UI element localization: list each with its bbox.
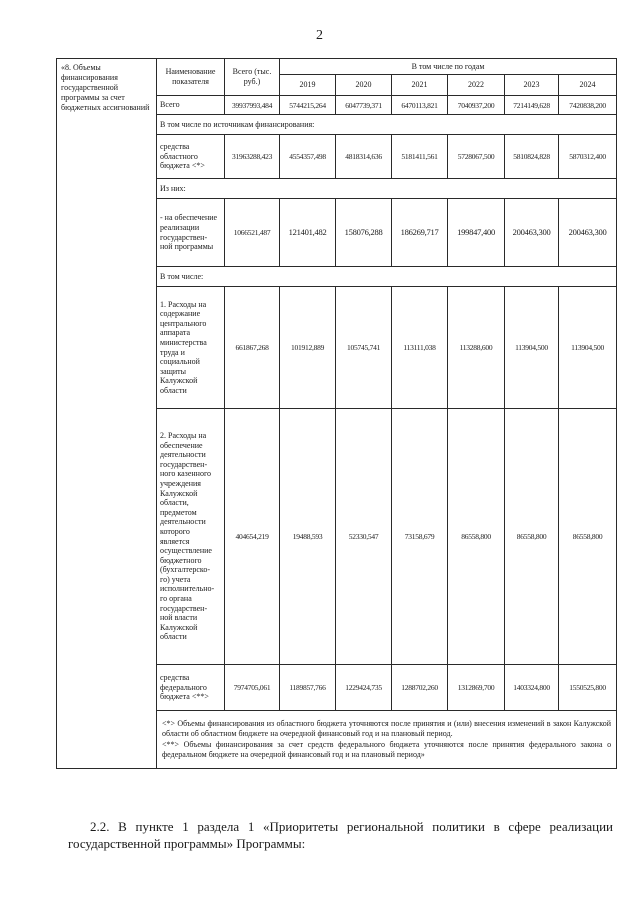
row-label: 1. Расходы на содержание центрального аппарата министерства труда и социальной защиты Калужской области <box>157 287 225 409</box>
row-value: 113111,038 <box>392 287 448 409</box>
row-value: 1288702,260 <box>392 665 448 711</box>
row-value: 86558,800 <box>559 409 617 665</box>
header-year: 2019 <box>280 75 336 96</box>
row-total: 31963288,423 <box>225 135 280 179</box>
row-value: 1312869,700 <box>448 665 505 711</box>
section-label: «8. Объемы финансирования государственной программы за счет бюджетных ассигнований <box>61 63 150 112</box>
of-them-label: Из них: <box>157 179 617 199</box>
row-label: 2. Расходы на обеспечение деятельности государствен- ного казенного учреждения Калужской области, предметом деятельности которого является осуществление бюджетного (бухгалтерско- го) учета исполнительно- го органа государствен- ной власти Калужской области <box>157 409 225 665</box>
row-value: 1550525,800 <box>559 665 617 711</box>
row-value: 1189857,766 <box>280 665 336 711</box>
header-years-group: В том числе по годам <box>280 59 617 75</box>
row-value: 7214149,628 <box>505 96 559 115</box>
by-source-label: В том числе по источникам финансирования: <box>157 115 617 135</box>
row-value: 7420838,200 <box>559 96 617 115</box>
row-value: 1403324,800 <box>505 665 559 711</box>
row-value: 200463,300 <box>559 199 617 267</box>
row-label: - на обеспечение реализации государствен- ной программы <box>157 199 225 267</box>
note-regional: <*> Объемы финансирования из областного бюджета уточняются после принятия и (или) внесения изменений в закон Калужской области об областном бюджете на очередной финансовый год и на плановый период. <box>162 718 612 739</box>
header-year: 2024 <box>559 75 617 96</box>
header-year: 2021 <box>392 75 448 96</box>
header-total: Всего (тыс. руб.) <box>225 59 280 96</box>
row-value: 1229424,735 <box>336 665 392 711</box>
row-value: 113904,500 <box>505 287 559 409</box>
financing-table <box>56 58 617 769</box>
row-value: 199847,400 <box>448 199 505 267</box>
header-year: 2020 <box>336 75 392 96</box>
row-value: 4818314,636 <box>336 135 392 179</box>
row-value: 5810824,828 <box>505 135 559 179</box>
row-value: 113904,500 <box>559 287 617 409</box>
row-value: 5728067,500 <box>448 135 505 179</box>
row-value: 158076,288 <box>336 199 392 267</box>
row-value: 5181411,561 <box>392 135 448 179</box>
row-value: 105745,741 <box>336 287 392 409</box>
row-value: 5744215,264 <box>280 96 336 115</box>
row-value: 4554357,498 <box>280 135 336 179</box>
row-value: 86558,800 <box>505 409 559 665</box>
row-value: 52330,547 <box>336 409 392 665</box>
row-total: 39937993,484 <box>225 96 280 115</box>
row-total: 404654,219 <box>225 409 280 665</box>
row-value: 19488,593 <box>280 409 336 665</box>
row-total: 661867,268 <box>225 287 280 409</box>
row-value: 200463,300 <box>505 199 559 267</box>
row-value: 6470113,821 <box>392 96 448 115</box>
row-value: 5870312,400 <box>559 135 617 179</box>
header-year: 2023 <box>505 75 559 96</box>
including-label: В том числе: <box>157 267 617 287</box>
row-label: средства областного бюджета <*> <box>157 135 225 179</box>
row-value: 7040937,200 <box>448 96 505 115</box>
row-label: Всего <box>157 96 225 115</box>
page-number: 2 <box>316 28 323 43</box>
row-value: 101912,889 <box>280 287 336 409</box>
row-label: средства федерального бюджета <**> <box>157 665 225 711</box>
row-total: 7974705,061 <box>225 665 280 711</box>
row-value: 6047739,371 <box>336 96 392 115</box>
body-paragraph <box>68 818 613 852</box>
notes-cell <box>157 711 617 769</box>
header-name: Наименование показателя <box>157 59 225 96</box>
row-total: 1066521,487 <box>225 199 280 267</box>
row-value: 186269,717 <box>392 199 448 267</box>
note-federal: <**> Объемы финансирования за счет средств федерального бюджета уточняются после принятия федерального закона о федеральном бюджете на очередной финансовый год и на плановый период» <box>162 739 612 759</box>
row-value: 121401,482 <box>280 199 336 267</box>
header-year: 2022 <box>448 75 505 96</box>
section-label-cell <box>57 59 157 769</box>
body-paragraph-text: 2.2. В пункте 1 раздела 1 «Приоритеты региональной политики в сфере реализации государственной программы» Программы: <box>68 819 613 851</box>
row-value: 86558,800 <box>448 409 505 665</box>
row-value: 73158,679 <box>392 409 448 665</box>
row-value: 113288,600 <box>448 287 505 409</box>
